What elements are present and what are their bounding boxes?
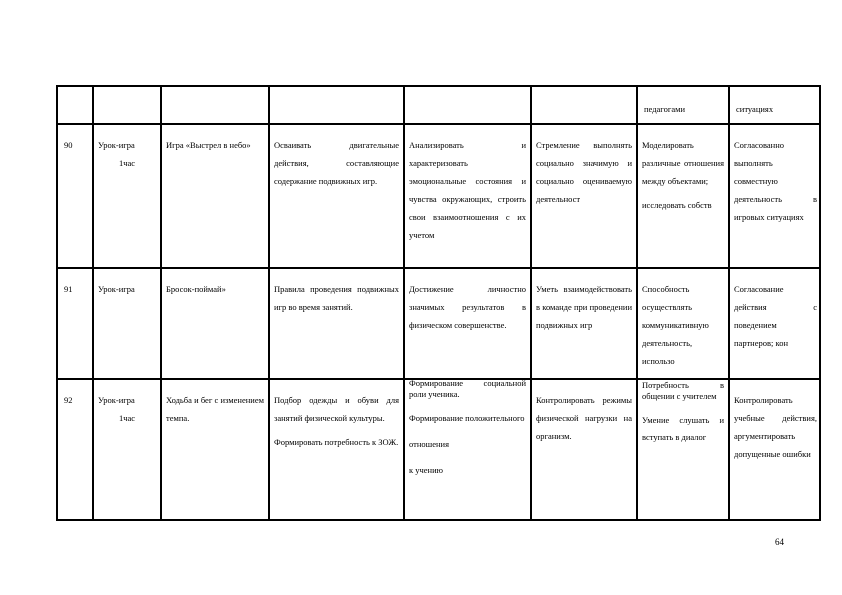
row-92-number: 92 [64,395,73,405]
row-91-analysis: Достижение личностно значимых результатов в физическом совершенстве. [409,284,526,330]
analysis-text: Формирование положительного [409,413,525,423]
row-92-topic: Ходьба и бег с изменением темпа. [166,395,264,423]
row-91-topic: Бросок-поймай» [166,284,226,294]
content-text: Подбор одежды и обуви для занятий физической культуры. [274,395,399,423]
lesson-hours: 1час [118,413,136,423]
row-90-personal: Стремление выполнять социально значимую и социально оцениваемую деятельност [536,140,632,204]
lesson-type: Урок-игра [98,140,135,150]
row-90-topic: Игра «Выстрел в небо» [166,140,251,150]
row-90-communication [638,133,728,214]
row-92-analysis [405,378,530,479]
row-91-cooperation: Согласование действия с поведением партнеров; кон [734,284,817,348]
row-92-personal: Контролировать режимы физической нагрузки на организм. [536,395,632,441]
lesson-plan-table [56,85,821,521]
row-divider [58,267,819,269]
row-90-analysis: Анализировать и характеризовать эмоциональные состояния и чувства окружающих, строить свои взаимоотношения с их учетом [409,140,526,240]
row-90-cooperation: Согласованно выполнять совместную деятельность в игровых ситуациях [734,140,817,222]
row-90-type [94,133,160,172]
row-92-communication [638,378,728,446]
analysis-text: отношения [409,439,449,449]
lesson-hours: 1час [118,158,136,168]
row-90-content: Осваивать двигательные действия, составляющие содержание подвижных игр. [274,140,399,186]
content-text: Формировать потребность к ЗОЖ. [274,437,399,447]
lesson-type: Урок-игра [98,395,135,405]
analysis-text: Формирование социальной роли ученика. [409,378,526,399]
row-91-content: Правила проведения подвижных игр во время занятий. [274,284,399,312]
analysis-text: к учению [409,465,443,475]
row-91-type: Урок-игра [98,284,135,294]
row-90-number: 90 [64,140,73,150]
row-divider [58,123,819,125]
row-92-type [94,388,160,427]
comm-text: исследовать собств [642,200,712,210]
comm-text: Потребность в общении с учителем [642,380,724,401]
comm-text: Умение слушать и вступать в диалог [642,415,724,442]
row-92-cooperation: Контролировать учебные действия, аргументировать допущенные ошибки [734,395,817,459]
header-cell-situations: ситуациях [736,104,774,114]
row-91-personal: Уметь взаимодействовать в команде при проведении подвижных игр [536,284,632,330]
comm-text: Моделировать различные отношения между объектами; [642,140,724,186]
page-number: 64 [775,537,784,547]
row-92-content [270,388,403,451]
header-cell-educators: педагогами [644,104,686,114]
row-91-number: 91 [64,284,73,294]
row-91-communication: Способность осуществлять коммуникативную деятельность, использо [642,284,709,366]
